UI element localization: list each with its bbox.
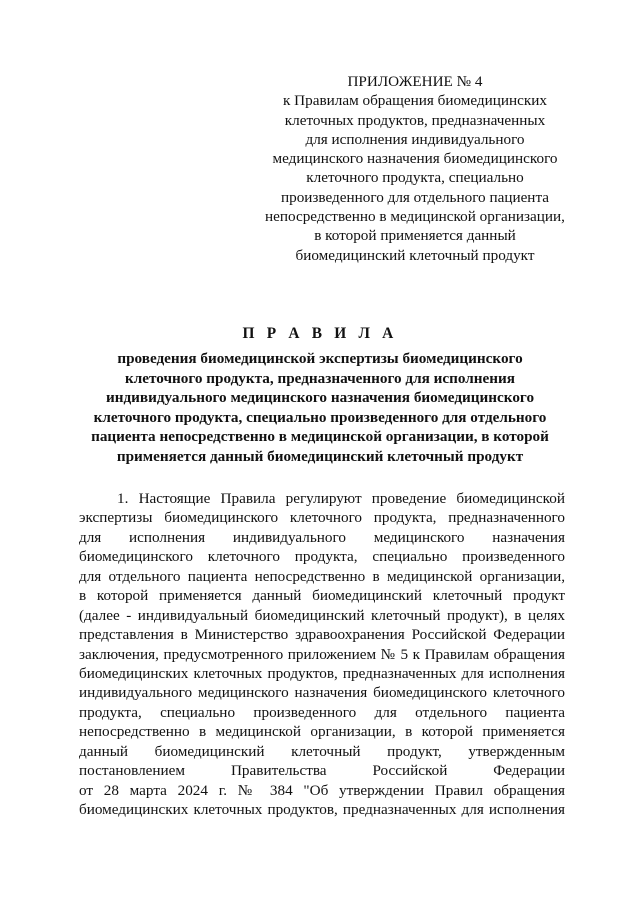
appendix-header-line: медицинского назначения биомедицинского — [272, 150, 558, 168]
subtitle-line: индивидуального медицинского назначения биомедицинского — [105, 389, 535, 407]
paragraph-line: в которой применяется данный биомедицинский клеточный продукт — [79, 587, 565, 605]
paragraph-line: (далее - индивидуальный биомедицинский клеточный продукт), в целях — [79, 606, 565, 624]
paragraph-line: 1. Настоящие Правила регулируют проведение биомедицинской — [117, 490, 565, 507]
appendix-header-line: клеточного продукта, специально — [306, 169, 524, 187]
paragraph-line: биомедицинских клеточных продуктов, предназначенных для исполнения — [79, 801, 565, 818]
paragraph-line: индивидуального медицинского назначения биомедицинского клеточного — [79, 684, 565, 702]
paragraph-line: для отдельного пациента непосредственно в медицинской организации, — [79, 567, 565, 585]
appendix-header-line: в которой применяется данный — [314, 227, 516, 245]
appendix-header-line: к Правилам обращения биомедицинских — [282, 92, 548, 110]
subtitle-line: клеточного продукта, специально произведенного для отдельного — [93, 408, 547, 426]
appendix-header-line: непосредственно в медицинской организации, — [265, 208, 565, 226]
paragraph-line: заключения, предусмотренного приложением № 5 к Правилам обращения — [79, 645, 565, 663]
paragraph-line: постановлением Правительства Российской Федерации — [79, 762, 565, 780]
appendix-header-line: клеточных продуктов, предназначенных — [284, 111, 546, 129]
subtitle-line: применяется данный биомедицинский клеточный продукт — [116, 447, 524, 465]
appendix-header — [250, 72, 580, 265]
appendix-header-line: ПРИЛОЖЕНИЕ № 4 — [347, 73, 483, 90]
paragraph-line: продукта, специально произведенного для отдельного пациента — [79, 703, 565, 721]
appendix-header-line: биомедицинский клеточный продукт — [295, 246, 535, 264]
document-subtitle — [80, 349, 560, 467]
paragraph-line: биомедицинского клеточного продукта, специально произведенного — [79, 548, 565, 566]
subtitle-line: пациента непосредственно в медицинской организации, в которой — [91, 428, 549, 446]
paragraph-line: данный биомедицинский клеточный продукт, утвержденным — [79, 742, 565, 760]
appendix-header-line: для исполнения индивидуального — [305, 130, 525, 148]
paragraph-line: от 28 марта 2024 г. № 384 "Об утверждении Правил обращения — [79, 781, 565, 799]
paragraph-line: представления в Министерство здравоохранения Российской Федерации — [79, 626, 565, 644]
paragraph-line: экспертизы биомедицинского клеточного продукта, предназначенного — [79, 509, 565, 527]
paragraph-line: биомедицинских клеточных продуктов, предназначенных для исполнения — [79, 664, 565, 682]
appendix-header-line: произведенного для отдельного пациента — [280, 188, 550, 206]
document-title: П Р А В И Л А — [242, 325, 398, 342]
subtitle-line: клеточного продукта, предназначенного для исполнения — [124, 369, 515, 387]
paragraph-line: для исполнения индивидуального медицинского назначения — [79, 528, 565, 546]
subtitle-line: проведения биомедицинской экспертизы биомедицинского — [117, 350, 523, 367]
paragraph-line: непосредственно в медицинской организации, в которой применяется — [79, 723, 565, 741]
paragraph-1 — [79, 489, 565, 819]
